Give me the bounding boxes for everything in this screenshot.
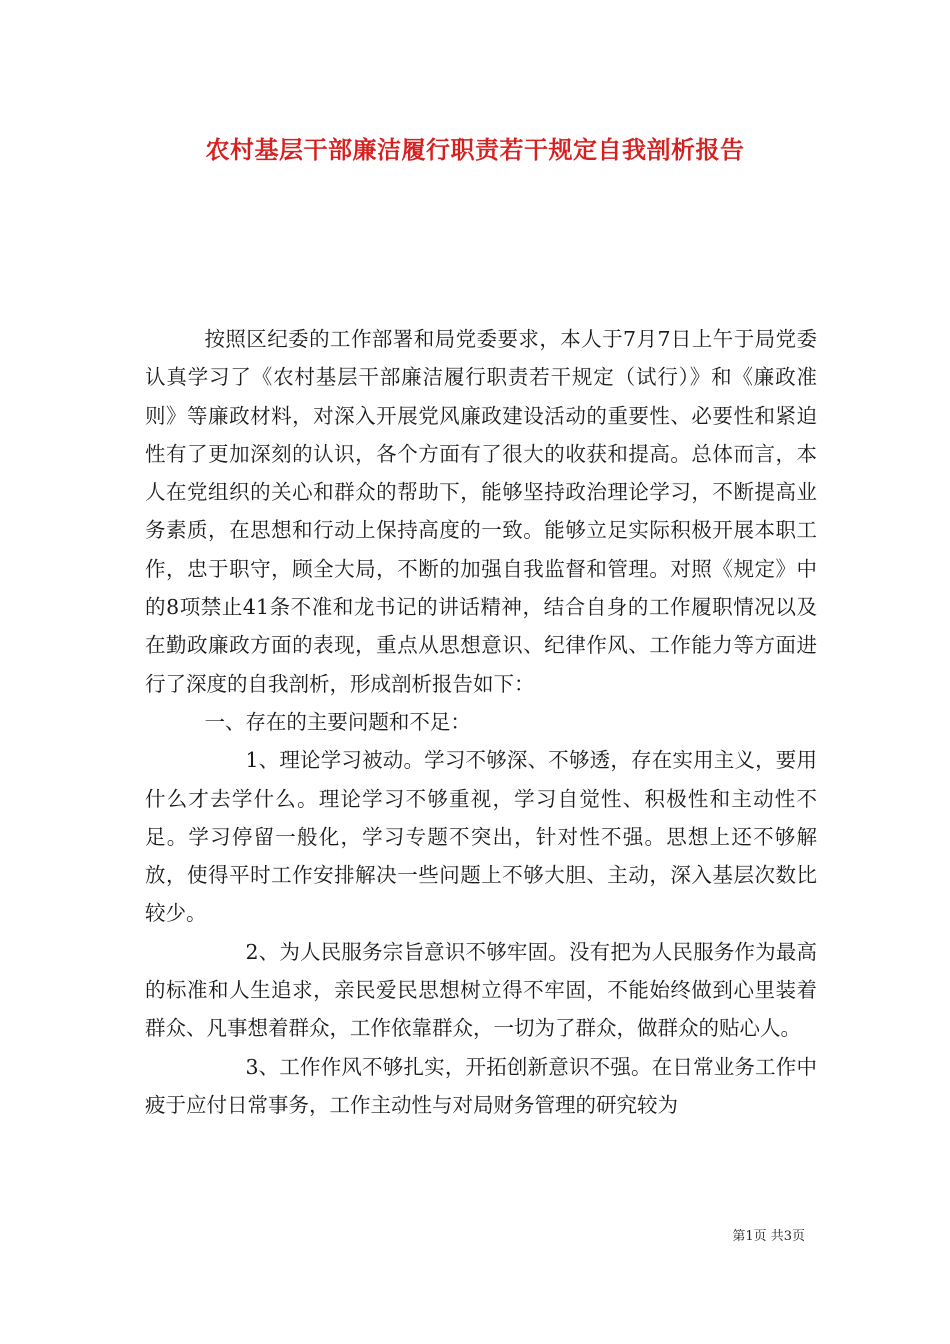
intro-paragraph: 按照区纪委的工作部署和局党委要求，本人于7月7日上午于局党委认真学习了《农村基层干部廉洁履行职责若干规定（试行）》和《廉政准则》等廉政材料，对深入开展党风廉政建设活动的重要性、必要性和紧迫性有了更加深刻的认识，各个方面有了很大的收获和提高。总体而言，本人在党组织的关心和群众的帮助下，能够坚持政治理论学习，不断提高业务素质，在思想和行动上保持高度的一致。能够立足实际积极开展本职工作，忠于职守，顾全大局，不断的加强自我监督和管理。对照《规定》中的8项禁止41条不准和龙书记的讲话精神，结合自身的工作履职情况以及在勤政廉政方面的表现，重点从思想意识、纪律作风、工作能力等方面进行了深度的自我剖析，形成剖析报告如下： [145, 327, 817, 696]
problem-item-3: 3、工作作风不够扎实，开拓创新意识不强。在日常业务工作中疲于应付日常事务，工作主动性与对局财务管理的研究较为 [145, 1054, 817, 1117]
document-title: 农村基层干部廉洁履行职责若干规定自我剖析报告 [205, 135, 745, 164]
problem-item-1: 1、理论学习被动。学习不够深、不够透，存在实用主义，要用什么才去学什么。理论学习不够重视，学习自觉性、积极性和主动性不足。学习停留一般化，学习专题不突出，针对性不强。思想上还不够解放，使得平时工作安排解决一些问题上不够大胆、主动，深入基层次数比较少。 [145, 748, 817, 926]
problem-item-2: 2、为人民服务宗旨意识不够牢固。没有把为人民服务作为最高的标准和人生追求，亲民爱民思想树立得不牢固，不能始终做到心里装着群众、凡事想着群众，工作依靠群众，一切为了群众，做群众的贴心人。 [145, 939, 817, 1041]
page-number: 第1页 共3页 [732, 1229, 805, 1244]
document-body [145, 320, 817, 1124]
section-heading: 一、存在的主要问题和不足： [204, 709, 471, 734]
